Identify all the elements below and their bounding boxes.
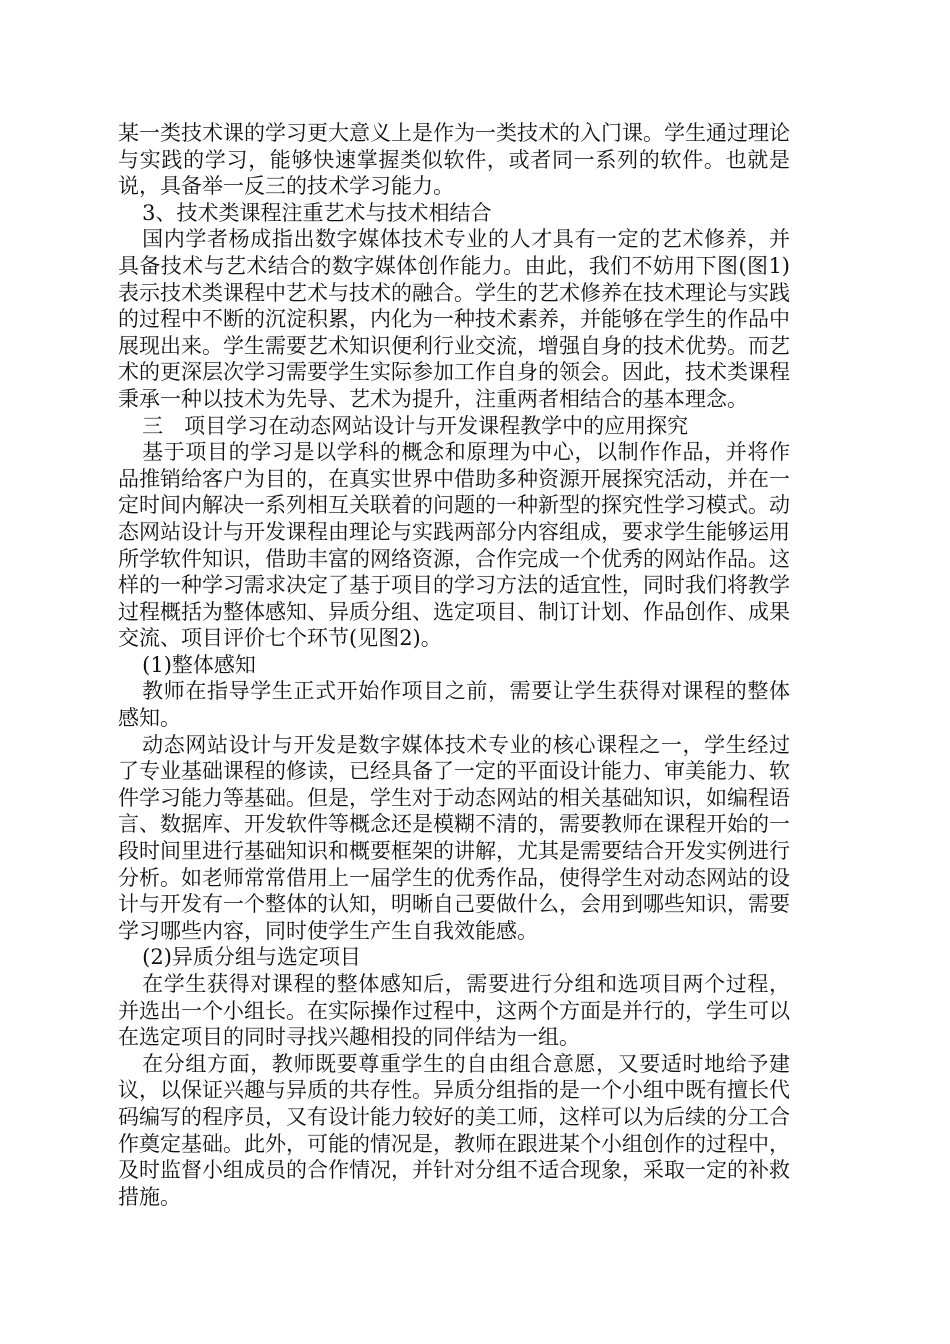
body-paragraph-7: 在分组方面，教师既要尊重学生的自由组合意愿，又要适时地给予建议，以保证兴趣与异质的共存性。异质分组指的是一个小组中既有擅长代码编写的程序员，又有设计能力较好的美工师，这样可以为后续的分工合作奠定基础。此外，可能的情况是，教师在跟进某个小组创作的过程中，及时监督小组成员的合作情况，并针对分组不适合现象，采取一定的补救措施。 bbox=[118, 1051, 790, 1209]
section-heading-part-3: 三 项目学习在动态网站设计与开发课程教学中的应用探究 bbox=[142, 413, 689, 438]
section-heading-3: 3、技术类课程注重艺术与技术相结合 bbox=[142, 200, 492, 225]
body-paragraph-6: 在学生获得对课程的整体感知后，需要进行分组和选项目两个过程，并选出一个小组长。在实际操作过程中，这两个方面是并行的，学生可以在选定项目的同时寻找兴趣相投的同伴结为一组。 bbox=[118, 972, 790, 1050]
body-paragraph-3: 基于项目的学习是以学科的概念和原理为中心，以制作作品，并将作品推销给客户为目的，在真实世界中借助多种资源开展探究活动，并在一定时间内解决一系列相互关联着的问题的一种新型的探究性学习模式。动态网站设计与开发课程由理论与实践两部分内容组成，要求学生能够运用所学软件知识，借助丰富的网络资源，合作完成一个优秀的网站作品。这样的一种学习需求决定了基于项目的学习方法的适宜性，同时我们将教学过程概括为整体感知、异质分组、选定项目、制订计划、作品创作、成果交流、项目评价七个环节(见图2)。 bbox=[118, 440, 790, 651]
document-page bbox=[118, 120, 790, 1210]
body-paragraph-2: 国内学者杨成指出数字媒体技术专业的人才具有一定的艺术修养，并具备技术与艺术结合的数字媒体创作能力。由此，我们不妨用下图(图1)表示技术类课程中艺术与技术的融合。学生的艺术修养在技术理论与实践的过程中不断的沉淀积累，内化为一种技术素养，并能够在学生的作品中展现出来。学生需要艺术知识便利行业交流，增强自身的技术优势。而艺术的更深层次学习需要学生实际参加工作自身的领会。因此，技术类课程秉承一种以技术为先导、艺术为提升，注重两者相结合的基本理念。 bbox=[118, 227, 790, 411]
body-paragraph-5: 动态网站设计与开发是数字媒体技术专业的核心课程之一，学生经过了专业基础课程的修读，已经具备了一定的平面设计能力、审美能力、软件学习能力等基础。但是，学生对于动态网站的相关基础知识，如编程语言、数据库、开发软件等概念还是模糊不清的，需要教师在课程开始的一段时间里进行基础知识和概要框架的讲解，尤其是需要结合开发实例进行分析。如老师常常借用上一届学生的优秀作品，使得学生对动态网站的设计与开发有一个整体的认知，明晰自己要做什么，会用到哪些知识，需要学习哪些内容，同时使学生产生自我效能感。 bbox=[118, 732, 790, 943]
body-paragraph-4: 教师在指导学生正式开始作项目之前，需要让学生获得对课程的整体感知。 bbox=[118, 679, 790, 731]
subsection-heading-2: (2)异质分组与选定项目 bbox=[142, 945, 361, 970]
subsection-heading-1: (1)整体感知 bbox=[142, 652, 256, 677]
body-paragraph-1: 某一类技术课的学习更大意义上是作为一类技术的入门课。学生通过理论与实践的学习，能够快速掌握类似软件，或者同一系列的软件。也就是说，具备举一反三的技术学习能力。 bbox=[118, 121, 790, 199]
